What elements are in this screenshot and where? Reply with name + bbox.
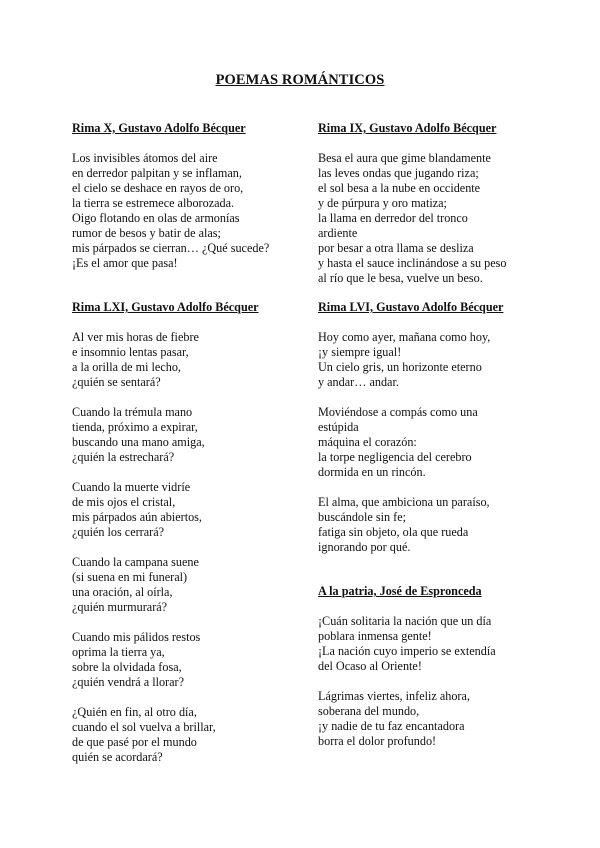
- verse-line: borra el dolor profundo!: [318, 734, 437, 748]
- verse-line: Hoy como ayer, mañana como hoy,: [318, 330, 491, 344]
- verse-line: mis párpados aún abiertos,: [72, 510, 202, 524]
- verse-line: una oración, al oírla,: [72, 585, 173, 599]
- verse-line: ardiente: [318, 226, 358, 240]
- poem-stanza: [72, 705, 297, 765]
- poem-stanza: [318, 495, 543, 555]
- verse-line: el cielo se deshace en rayos de oro,: [72, 181, 244, 195]
- poem-rima-x: [72, 121, 297, 271]
- poem-stanza: [72, 330, 297, 390]
- verse-line: Lágrimas viertes, infeliz ahora,: [318, 689, 470, 703]
- verse-line: al río que le besa, vuelve un beso.: [318, 271, 483, 285]
- verse-line: ¿quién murmurará?: [72, 600, 168, 614]
- verse-line: sobre la olvidada fosa,: [72, 660, 182, 674]
- poem-rima-lvi: [318, 300, 543, 555]
- poem-stanza: [318, 405, 543, 480]
- verse-line: Un cielo gris, un horizonte eterno: [318, 360, 482, 374]
- verse-line: fatiga sin objeto, ola que rueda: [318, 525, 469, 539]
- poem-heading: A la patria, José de Espronceda: [318, 584, 482, 598]
- verse-line: del Ocaso al Oriente!: [318, 659, 422, 673]
- verse-line: y de púrpura y oro matiza;: [318, 196, 447, 210]
- verse-line: las leves ondas que jugando riza;: [318, 166, 479, 180]
- verse-line: ¿quién vendrá a llorar?: [72, 675, 184, 689]
- verse-line: cuando el sol vuelva a brillar,: [72, 720, 216, 734]
- verse-line: por besar a otra llama se desliza: [318, 241, 474, 255]
- poem-stanza: [72, 405, 297, 465]
- verse-line: rumor de besos y batir de alas;: [72, 226, 221, 240]
- poem-rima-lxi: [72, 300, 297, 765]
- verse-line: buscando una mano amiga,: [72, 435, 205, 449]
- verse-line: ¡La nación cuyo imperio se extendía: [318, 644, 496, 658]
- verse-line: ¿Quién en fin, al otro día,: [72, 705, 197, 719]
- verse-line: estúpida: [318, 420, 359, 434]
- verse-line: Cuando la muerte vidríe: [72, 480, 191, 494]
- verse-line: de mis ojos el cristal,: [72, 495, 176, 509]
- poem-stanza: [318, 614, 543, 674]
- poem-heading: Rima LXI, Gustavo Adolfo Bécquer: [72, 300, 259, 314]
- verse-line: Oigo flotando en olas de armonías: [72, 211, 240, 225]
- verse-line: el sol besa a la nube en occidente: [318, 181, 481, 195]
- verse-line: ¿quién la estrechará?: [72, 450, 175, 464]
- verse-line: Moviéndose a compás como una: [318, 405, 478, 419]
- verse-line: máquina el corazón:: [318, 435, 417, 449]
- verse-line: dormida en un rincón.: [318, 465, 426, 479]
- verse-line: ¡y nadie de tu faz encantadora: [318, 719, 465, 733]
- verse-line: ¡Es el amor que pasa!: [72, 256, 178, 270]
- verse-line: la torpe negligencia del cerebro: [318, 450, 472, 464]
- verse-line: e insomnio lentas pasar,: [72, 345, 189, 359]
- verse-line: ¿quién los cerrará?: [72, 525, 165, 539]
- verse-line: ¡Cuán solitaria la nación que un día: [318, 614, 492, 628]
- document-title: POEMAS ROMÁNTICOS: [215, 72, 385, 88]
- verse-line: mis párpados se cierran… ¿Qué sucede?: [72, 241, 270, 255]
- verse-line: quién se acordará?: [72, 750, 163, 764]
- verse-line: Cuando la trémula mano: [72, 405, 193, 419]
- verse-line: ¿quién se sentará?: [72, 375, 161, 389]
- verse-line: a la orilla de mi lecho,: [72, 360, 181, 374]
- verse-line: ignorando por qué.: [318, 540, 411, 554]
- verse-line: Los invisibles átomos del aire: [72, 151, 218, 165]
- verse-line: (si suena en mi funeral): [72, 570, 188, 584]
- poem-stanza: [72, 555, 297, 615]
- poem-stanza: [72, 151, 297, 271]
- verse-line: Cuando mis pálidos restos: [72, 630, 201, 644]
- poem-rima-ix: [318, 121, 543, 286]
- poem-heading: Rima IX, Gustavo Adolfo Bécquer: [318, 121, 497, 135]
- poem-a-la-patria: [318, 584, 543, 749]
- verse-line: Al ver mis horas de fiebre: [72, 330, 199, 344]
- verse-line: buscándole sin fe;: [318, 510, 406, 524]
- verse-line: Besa el aura que gime blandamente: [318, 151, 491, 165]
- verse-line: tienda, próximo a expirar,: [72, 420, 198, 434]
- verse-line: de que pasé por el mundo: [72, 735, 197, 749]
- poem-stanza: [318, 151, 543, 286]
- verse-line: la llama en derredor del tronco: [318, 211, 468, 225]
- verse-line: oprima la tierra ya,: [72, 645, 165, 659]
- poem-stanza: [318, 330, 543, 390]
- poem-heading: Rima X, Gustavo Adolfo Bécquer: [72, 121, 246, 135]
- verse-line: y hasta el sauce inclinándose a su peso: [318, 256, 507, 270]
- poem-stanza: [318, 689, 543, 749]
- poem-stanza: [72, 480, 297, 540]
- verse-line: la tierra se estremece alborozada.: [72, 196, 235, 210]
- verse-line: y andar… andar.: [318, 375, 399, 389]
- verse-line: Cuando la campana suene: [72, 555, 199, 569]
- poem-heading: Rima LVI, Gustavo Adolfo Bécquer: [318, 300, 504, 314]
- verse-line: ¡y siempre igual!: [318, 345, 402, 359]
- verse-line: soberana del mundo,: [318, 704, 420, 718]
- verse-line: El alma, que ambiciona un paraíso,: [318, 495, 490, 509]
- verse-line: poblara inmensa gente!: [318, 629, 432, 643]
- verse-line: en derredor palpitan y se inflaman,: [72, 166, 242, 180]
- poem-stanza: [72, 630, 297, 690]
